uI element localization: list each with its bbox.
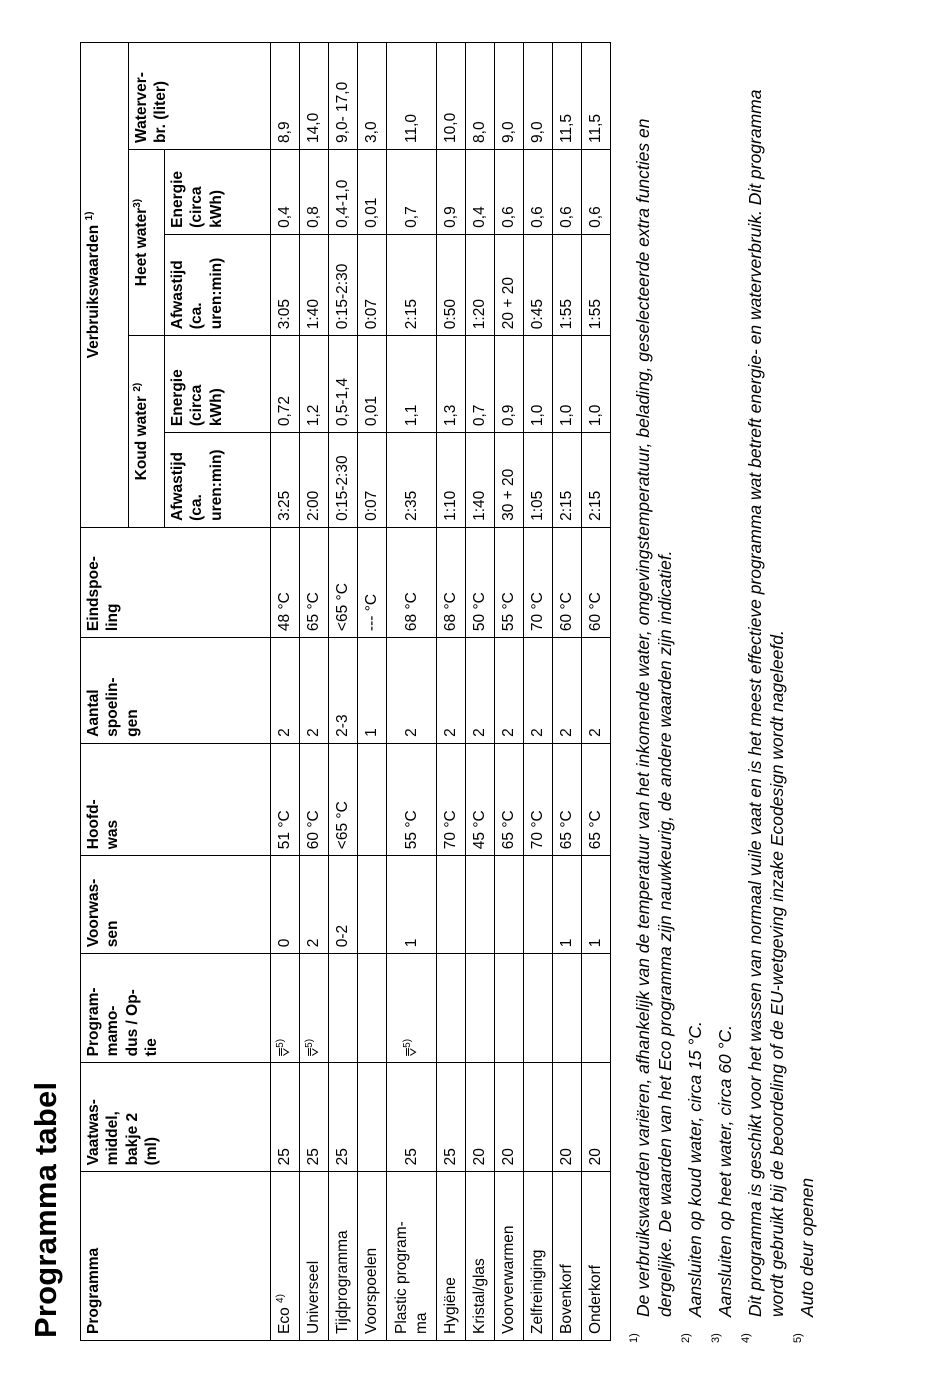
cell-detergent: 20 [495, 1063, 524, 1172]
cell-detergent: 25 [437, 1063, 466, 1172]
table-row [271, 43, 300, 1341]
cell-hot-duration: 1:40 [299, 234, 328, 335]
cell-programma: Kristal/glas [466, 1172, 495, 1341]
cell-detergent [357, 1063, 386, 1172]
cell-hot-duration: 0:50 [437, 234, 466, 335]
cell-hot-energy: 0,6 [553, 149, 582, 234]
cell-cold-duration: 1:10 [437, 433, 466, 528]
cell-cold-duration: 2:35 [386, 433, 436, 528]
cell-final-rinse: 68 °C [386, 527, 436, 637]
footnotes [628, 43, 826, 1343]
cell-cold-energy: 1,0 [524, 336, 553, 433]
cell-hot-energy: 0,01 [357, 149, 386, 234]
cell-rinses: 2 [466, 638, 495, 744]
cell-water: 9,0 [495, 43, 524, 150]
cell-rinses: 2 [581, 638, 610, 744]
cell-mainwash: 60 °C [299, 743, 328, 855]
cell-programma: Zelfreiniging [524, 1172, 553, 1341]
cell-programma: Universeel [299, 1172, 328, 1341]
cell-mode: ⩢$^{5)}$ [386, 954, 436, 1063]
cell-water: 11,5 [581, 43, 610, 150]
header-programma: Programma [81, 1172, 271, 1341]
header-mode: Program- mamo- dus / Op- tie [81, 954, 271, 1063]
table-row [553, 43, 582, 1341]
cell-rinses: 2 [271, 638, 300, 744]
footnote: 1) De verbruikswaarden variëren, afhankelijk van de temperatuur van het inkomende water, omgevingstemperatuur, belading, geselecteerde extra functies en dergelijke. De waarden van het Eco programma zijn nauwkeurig, de andere waarden zijn indicatief. [628, 118, 676, 1343]
cell-detergent: 25 [386, 1063, 436, 1172]
header-cold-water: Koud water $^{2)}$ [129, 336, 165, 528]
cell-hot-duration: 20 + 20 [495, 234, 524, 335]
cell-cold-energy: 1,0 [581, 336, 610, 433]
cell-water: 8,9 [271, 43, 300, 150]
table-row [524, 43, 553, 1341]
header-consumption: Verbruikswaarden $^{1)}$ [81, 43, 129, 528]
cell-hot-energy: 0,7 [386, 149, 436, 234]
cell-hot-duration: 3:05 [271, 234, 300, 335]
cell-prewash [357, 856, 386, 954]
cell-hot-energy: 0,6 [524, 149, 553, 234]
cell-mode [357, 954, 386, 1063]
cell-hot-energy: 0,6 [581, 149, 610, 234]
footnote: 4) Dit programma is geschikt voor het wassen van normaal vuile vaat en is het meest effectieve programma wat betreft energie- en waterverbruik. Dit programma wordt gebruikt bij de beoordeling of de EU-wetgeving inzake Ecodesign wordt nageleefd. [740, 89, 788, 1343]
auto-door-icon: ⩢ [305, 1047, 322, 1057]
cell-programma: Eco $^{4)}$ [271, 1172, 300, 1341]
cell-rinses: 2 [299, 638, 328, 744]
cell-cold-energy: 0,5-1,4 [328, 336, 357, 433]
header-detergent: Vaatwas- middel, bakje 2 (ml) [81, 1063, 271, 1172]
cell-mainwash: 45 °C [466, 743, 495, 855]
cell-hot-duration: 1:55 [581, 234, 610, 335]
header-water: Waterver- br. (liter) [129, 43, 271, 150]
header-final-rinse: Eindspoe- ling [81, 527, 271, 637]
cell-hot-energy: 0,4 [466, 149, 495, 234]
auto-door-icon: ⩢ [276, 1047, 293, 1057]
cell-water: 3,0 [357, 43, 386, 150]
cell-hot-duration: 0:15-2:30 [328, 234, 357, 335]
cell-cold-energy: 1,0 [553, 336, 582, 433]
cell-mode: ⩢$^{5)}$ [299, 954, 328, 1063]
cell-programma: Voorverwarmen [495, 1172, 524, 1341]
cell-hot-duration: 0:45 [524, 234, 553, 335]
cell-mainwash: 55 °C [386, 743, 436, 855]
table-row [299, 43, 328, 1341]
cell-rinses: 2 [437, 638, 466, 744]
cell-prewash: 1 [553, 856, 582, 954]
cell-programma: Plastic program- ma [386, 1172, 436, 1341]
cell-mainwash: 65 °C [581, 743, 610, 855]
cell-rinses: 2-3 [328, 638, 357, 744]
cell-prewash: 0 [271, 856, 300, 954]
header-prewash: Voorwas- sen [81, 856, 271, 954]
cell-water: 11,0 [386, 43, 436, 150]
cell-prewash [437, 856, 466, 954]
header-cold-duration: Afwastijd (ca. uren:min) [165, 433, 271, 528]
cell-prewash [495, 856, 524, 954]
cell-rinses: 1 [357, 638, 386, 744]
cell-cold-duration: 0:15-2:30 [328, 433, 357, 528]
cell-detergent: 20 [553, 1063, 582, 1172]
cell-detergent: 20 [466, 1063, 495, 1172]
cell-mode [495, 954, 524, 1063]
cell-detergent: 25 [328, 1063, 357, 1172]
header-hot-duration: Afwastijd (ca. uren:min) [165, 234, 271, 335]
cell-cold-energy: 0,7 [466, 336, 495, 433]
cell-water: 9,0- 17,0 [328, 43, 357, 150]
cell-rinses: 2 [553, 638, 582, 744]
cell-rinses: 2 [524, 638, 553, 744]
page-title: Programma tabel [28, 1081, 63, 1338]
cell-detergent: 25 [299, 1063, 328, 1172]
cell-cold-duration: 2:15 [581, 433, 610, 528]
cell-hot-energy: 0,6 [495, 149, 524, 234]
cell-mainwash: 70 °C [524, 743, 553, 855]
table-body [271, 43, 611, 1341]
cell-detergent [524, 1063, 553, 1172]
cell-programma: Voorspoelen [357, 1172, 386, 1341]
cell-water: 9,0 [524, 43, 553, 150]
cell-programma: Onderkorf [581, 1172, 610, 1341]
cell-final-rinse: 50 °C [466, 527, 495, 637]
table-row [328, 43, 357, 1341]
header-rinses: Aantal spoelin- gen [81, 638, 271, 744]
cell-mode [524, 954, 553, 1063]
cell-hot-energy: 0,4-1,0 [328, 149, 357, 234]
cell-cold-duration: 1:05 [524, 433, 553, 528]
cell-mode [437, 954, 466, 1063]
cell-final-rinse: 48 °C [271, 527, 300, 637]
cell-hot-duration: 1:55 [553, 234, 582, 335]
cell-mode [581, 954, 610, 1063]
cell-prewash: 0-2 [328, 856, 357, 954]
cell-water: 8,0 [466, 43, 495, 150]
cell-final-rinse: 68 °C [437, 527, 466, 637]
cell-mainwash [357, 743, 386, 855]
header-hot-energy: Energie (circa kWh) [165, 149, 271, 234]
cell-detergent: 25 [271, 1063, 300, 1172]
cell-mainwash: <65 °C [328, 743, 357, 855]
header-hot-water: Heet water$^{3)}$ [129, 149, 165, 335]
cell-prewash [466, 856, 495, 954]
cell-mode [328, 954, 357, 1063]
table-row [357, 43, 386, 1341]
table-row [466, 43, 495, 1341]
table-row [581, 43, 610, 1341]
footnote: 5) Auto deur openen [792, 1177, 818, 1343]
table-row [437, 43, 466, 1341]
cell-final-rinse: 55 °C [495, 527, 524, 637]
cell-final-rinse: 60 °C [553, 527, 582, 637]
table-row [386, 43, 436, 1341]
cell-hot-duration: 1:20 [466, 234, 495, 335]
cell-cold-duration: 2:00 [299, 433, 328, 528]
cell-hot-duration: 0:07 [357, 234, 386, 335]
cell-programma: Tijdprogramma [328, 1172, 357, 1341]
cell-mainwash: 70 °C [437, 743, 466, 855]
cell-cold-duration: 30 + 20 [495, 433, 524, 528]
cell-final-rinse: 65 °C [299, 527, 328, 637]
cell-cold-energy: 1,2 [299, 336, 328, 433]
cell-rinses: 2 [495, 638, 524, 744]
table-row [495, 43, 524, 1341]
cell-cold-duration: 1:40 [466, 433, 495, 528]
cell-prewash [524, 856, 553, 954]
cell-final-rinse: <65 °C [328, 527, 357, 637]
cell-final-rinse: 70 °C [524, 527, 553, 637]
cell-final-rinse: 60 °C [581, 527, 610, 637]
cell-prewash: 2 [299, 856, 328, 954]
cell-cold-duration: 2:15 [553, 433, 582, 528]
header-cold-energy: Energie (circa kWh) [165, 336, 271, 433]
cell-cold-energy: 0,72 [271, 336, 300, 433]
cell-cold-energy: 0,01 [357, 336, 386, 433]
cell-hot-energy: 0,8 [299, 149, 328, 234]
cell-water: 14,0 [299, 43, 328, 150]
cell-mode [466, 954, 495, 1063]
cell-final-rinse: --- °C [357, 527, 386, 637]
footnote: 2) Aansluiten op koud water, circa 15 °C. [680, 1021, 706, 1343]
cell-programma: Hygiëne [437, 1172, 466, 1341]
cell-mainwash: 51 °C [271, 743, 300, 855]
cell-prewash: 1 [581, 856, 610, 954]
cell-programma: Bovenkorf [553, 1172, 582, 1341]
footnote: 3) Aansluiten op heet water, circa 60 °C. [710, 1024, 736, 1343]
cell-cold-duration: 0:07 [357, 433, 386, 528]
header-mainwash: Hoofd- was [81, 743, 271, 855]
cell-cold-energy: 1,1 [386, 336, 436, 433]
cell-water: 11,5 [553, 43, 582, 150]
cell-prewash: 1 [386, 856, 436, 954]
program-table [80, 42, 611, 1341]
cell-mainwash: 65 °C [553, 743, 582, 855]
cell-mode [553, 954, 582, 1063]
cell-detergent: 20 [581, 1063, 610, 1172]
cell-mode: ⩢$^{5)}$ [271, 954, 300, 1063]
auto-door-icon: ⩢ [402, 1047, 419, 1057]
cell-hot-duration: 2:15 [386, 234, 436, 335]
cell-hot-energy: 0,9 [437, 149, 466, 234]
cell-rinses: 2 [386, 638, 436, 744]
cell-cold-energy: 1,3 [437, 336, 466, 433]
cell-hot-energy: 0,4 [271, 149, 300, 234]
cell-cold-energy: 0,9 [495, 336, 524, 433]
cell-mainwash: 65 °C [495, 743, 524, 855]
cell-cold-duration: 3:25 [271, 433, 300, 528]
cell-water: 10,0 [437, 43, 466, 150]
